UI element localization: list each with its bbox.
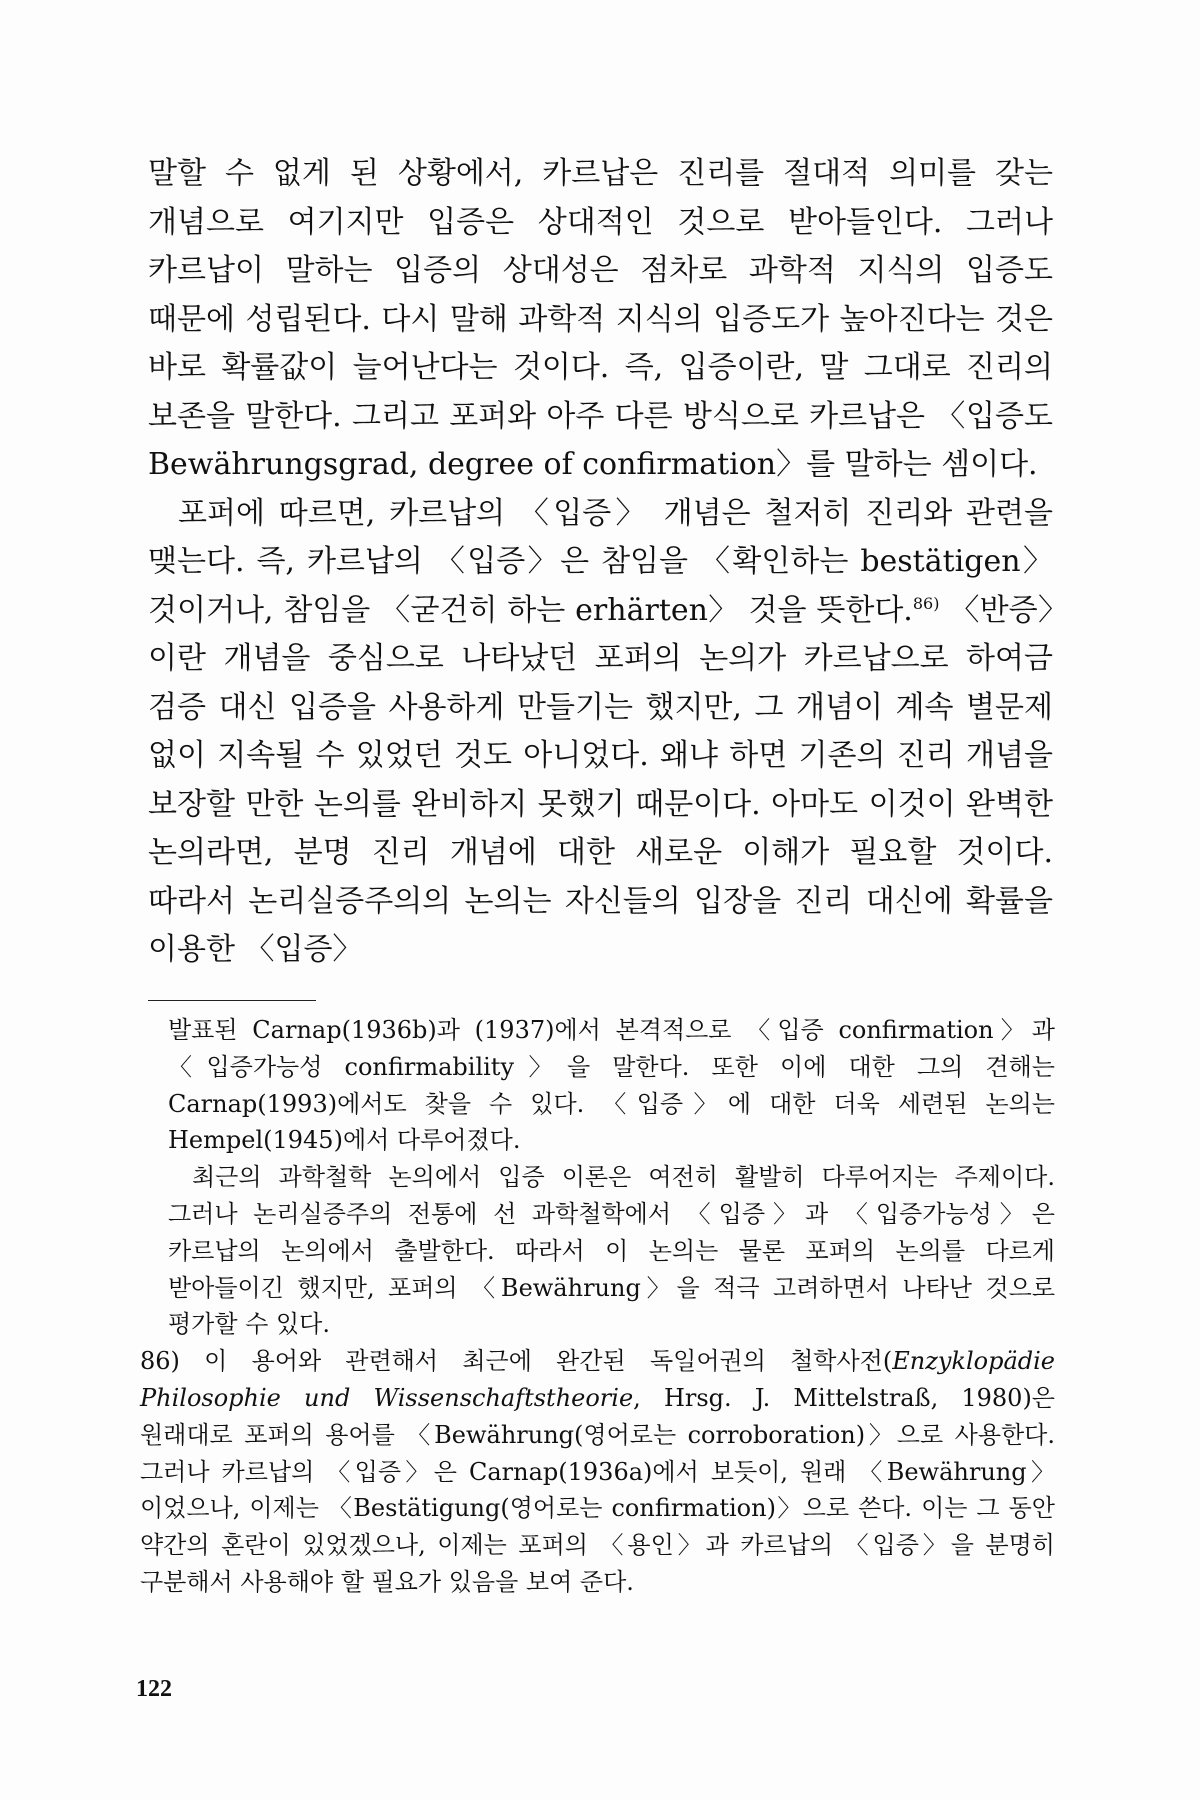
footnote-86-text-2: , Hrsg. J. Mittelstraß, 1980)은 원래대로 포퍼의 용어를 〈Bewährung(영어로는 corroboration)〉으로 사용한다. 그러나 카르납의 〈입증〉은 Carnap(1936a)에서 보듯이, 원래 〈Bewährung〉이었으나, 이제는 〈Bestätigung(영어로는 confirmation)〉으로 쓴다. 이는 그 동안 약간의 혼란이 있었겠으나, 이제는 포퍼의 〈용인〉과 카르납의 〈입증〉을 분명히 구분해서 사용해야 할 필요가 있음을 보여 준다. (140, 1383, 1055, 1596)
page-number: 122 (136, 1676, 172, 1702)
footnote-86-book-title: Enzyklopädie Philosophie und Wissenschaftstheorie (140, 1347, 1055, 1412)
footnote-86-body (140, 1347, 1055, 1596)
footnote-continued-paragraph-1: 발표된 Carnap(1936b)과 (1937)에서 본격적으로 〈입증 confirmation〉과 〈입증가능성 confirmability〉을 말한다. 또한 이에 대한 그의 견해는 Carnap(1993)에서도 찾을 수 있다. 〈입증〉에 대한 더욱 세련된 논의는 Hempel(1945)에서 다루어졌다. (168, 1016, 1055, 1155)
footnote-86-text-1: 이 용어와 관련해서 최근에 완간된 독일어권의 철학사전( (204, 1347, 893, 1376)
body-paragraph-1: 말할 수 없게 된 상황에서, 카르납은 진리를 절대적 의미를 갖는 개념으로 여기지만 입증은 상대적인 것으로 받아들인다. 그러나 카르납이 말하는 입증의 상대성은 점차로 과학적 지식의 입증도 때문에 성립된다. 다시 말해 과학적 지식의 입증도가 높아진다는 것은 바로 확률값이 늘어난다는 것이다. 즉, 입증이란, 말 그대로 진리의 보존을 말한다. 그리고 포퍼와 아주 다른 방식으로 카르납은 〈입증도 Bewährungsgrad, degree of confirmation〉를 말하는 셈이다. (148, 156, 1053, 482)
body-paragraph-2-part-2: 〈반증〉이란 개념을 중심으로 나타났던 포퍼의 논의가 카르납으로 하여금 검증 대신 입증을 사용하게 만들기는 했지만, 그 개념이 계속 별문제 없이 지속될 수 있었던 것도 아니었다. 왜냐 하면 기존의 진리 개념을 보장할 만한 논의를 완비하지 못했기 때문이다. 아마도 이것이 완벽한 논의라면, 분명 진리 개념에 대한 새로운 이해가 필요할 것이다. 따라서 논리실증주의의 논의는 자신들의 입장을 진리 대신에 확률을 이용한 〈입증〉 (148, 592, 1053, 967)
footnote-86 (140, 1343, 1055, 1601)
body-paragraph-2 (148, 490, 1053, 975)
footnote-continued-paragraph-2: 최근의 과학철학 논의에서 입증 이론은 여전히 활발히 다루어지는 주제이다. 그러나 논리실증주의 전통에 선 과학철학에서 〈입증〉과 〈입증가능성〉은 카르납의 논의에서 출발한다. 따라서 이 논의는 물론 포퍼의 논의를 다르게 받아들이긴 했지만, 포퍼의 〈Bewährung〉을 적극 고려하면서 나타난 것으로 평가할 수 있다. (168, 1163, 1055, 1339)
footnote-86-number: 86) (140, 1347, 180, 1376)
body-paragraph-2-part-1: 포퍼에 따르면, 카르납의 〈입증〉 개념은 철저히 진리와 관련을 맺는다. 즉, 카르납의 〈입증〉은 참임을 〈확인하는 bestätigen〉 것이거나, 참임을 〈굳건히 하는 erhärten〉 것을 뜻한다. (148, 495, 1053, 628)
footnotes-section (140, 1012, 1055, 1601)
main-body-text (148, 150, 1053, 975)
footnote-reference-86: 86) (912, 593, 940, 613)
footnote-separator-line (148, 1000, 316, 1001)
